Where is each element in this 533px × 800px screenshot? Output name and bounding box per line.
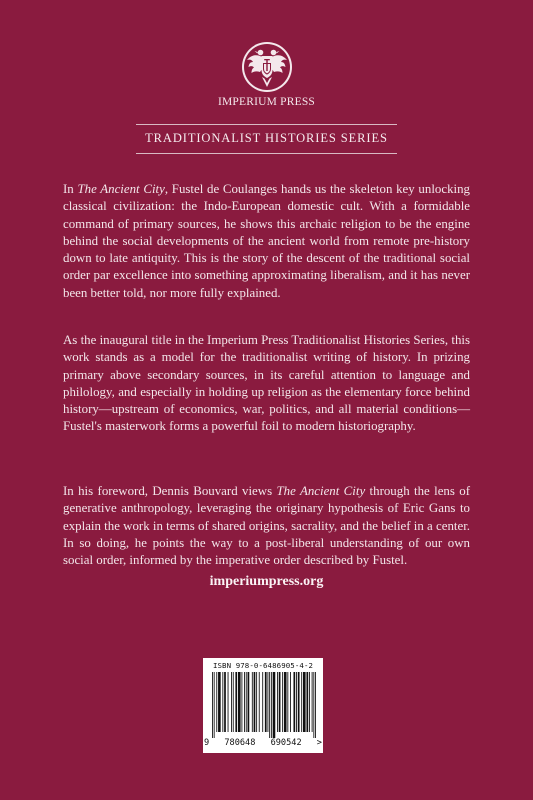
barcode-bar [315, 672, 316, 738]
paragraph-3-intro: In his foreword, Dennis Bouvard views [63, 484, 277, 498]
isbn-digit-group-right: 690542 [270, 738, 302, 748]
isbn-digit-group-left: 780648 [224, 738, 256, 748]
barcode-bar [241, 672, 242, 732]
series-divider-bottom [136, 153, 397, 154]
paragraph-2-text: As the inaugural title in the Imperium Press Traditionalist Histories Series, this work stands as a model for the traditionalist writing of history. In prizing primary above secondary sources, in its careful attention to language and philology, and especially in holding up religion as the elementary force behind history—upstream of economics, war, politics, and all material conditions—Fustel's masterwork forms a powerful foil to modern historiography. [63, 333, 470, 434]
series-title: TRADITIONALIST HISTORIES SERIES [145, 131, 388, 145]
barcode-bar [277, 672, 278, 732]
isbn-digits [204, 738, 322, 748]
description-paragraph-3 [63, 483, 470, 569]
barcode-bar [271, 672, 272, 738]
barcode-bar [252, 672, 253, 732]
barcode-bar [222, 672, 223, 732]
barcode-bar [287, 672, 288, 732]
barcode-bar [296, 672, 297, 732]
barcode-bar [235, 672, 237, 732]
barcode-bar [262, 672, 263, 732]
double-headed-eagle-icon [240, 40, 294, 94]
barcode-bar [216, 672, 217, 732]
barcode-bar [290, 672, 291, 732]
isbn-digit-lead: 9 [204, 738, 210, 748]
barcode-bar [313, 672, 314, 738]
barcode-bar [279, 672, 281, 732]
barcode-bar [303, 672, 306, 732]
barcode-bar [224, 672, 226, 732]
isbn-label: ISBN 978-0-6486905-4-2 [212, 661, 314, 670]
barcode-bar [273, 672, 276, 738]
barcode-bar [306, 672, 308, 732]
description-paragraph-1 [63, 181, 470, 302]
paragraph-3-text: through the lens of generative anthropology, leveraging the originary hypothesis of Eric Gans to explain the work in terms of shared origins, sacrality, and the belief in a center. In so doing, he points the way to a post-liberal understanding of our own social order, informed by the imperative order described by Fustel. [63, 484, 471, 568]
barcode-bar [259, 672, 260, 732]
barcode-bar [254, 672, 256, 732]
barcode-bar [265, 672, 267, 732]
barcode-bar [284, 672, 287, 732]
barcode-bar [231, 672, 232, 732]
barcode-bar [248, 672, 250, 732]
publisher-name: IMPERIUM PRESS [217, 96, 316, 108]
description-paragraph-2 [63, 332, 470, 436]
barcode-bar [214, 672, 215, 738]
barcode-bar [256, 672, 257, 732]
isbn-barcode [203, 658, 323, 753]
barcode-bar [233, 672, 234, 732]
book-title-italic: The Ancient City [276, 484, 366, 498]
barcode-bar [267, 672, 268, 732]
barcode-bar [246, 672, 247, 732]
barcode-bar [298, 672, 300, 732]
barcode-bar [293, 672, 295, 732]
barcode-bar [309, 672, 310, 732]
barcode-bar [269, 672, 270, 738]
barcode-bar [244, 672, 245, 732]
paragraph-1-intro: In [63, 182, 78, 196]
barcode-bar [238, 672, 241, 732]
barcode-bar [282, 672, 283, 732]
barcode-bar [301, 672, 302, 732]
isbn-digit-quiet-zone: > [316, 738, 322, 748]
barcode-bar [218, 672, 221, 732]
paragraph-1-text: , Fustel de Coulanges hands us the skeleton key unlocking classical civilization: the Indo-European domestic cult. With a formidable command of primary sources, he shows this archaic religion to be the engine behind the social developments of the ancient world from remote pre-history down to late antiquity. This is the story of the descent of the traditional social order par excellence into something approximating liberalism, and it has never been better told, nor more fully explained. [63, 182, 470, 300]
barcode-bar [228, 672, 229, 732]
barcode-bar [212, 672, 213, 738]
book-title-italic: The Ancient City [77, 182, 165, 196]
barcode-bars [212, 672, 316, 738]
barcode-bar [312, 672, 313, 732]
series-divider-top [136, 124, 397, 125]
publisher-website: imperiumpress.org [209, 574, 324, 589]
